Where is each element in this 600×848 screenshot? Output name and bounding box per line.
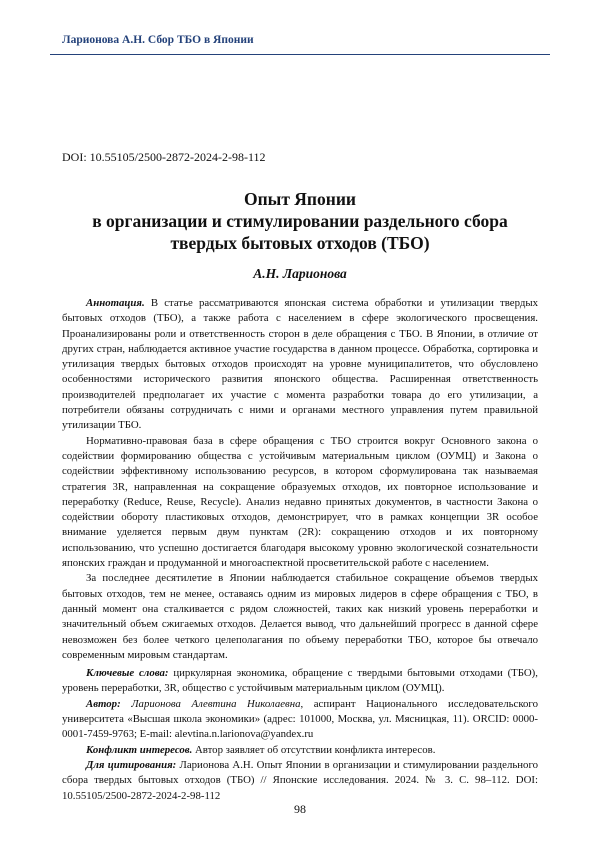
- article-front-matter: [62, 296, 538, 804]
- article-title: [62, 188, 538, 254]
- citation-paragraph: [62, 758, 538, 804]
- author-info-text: , аспирант Национального исследовательского университета «Высшая школа экономики» (адрес: 101000, Москва, ул. Мясницкая, 11). ORCID: 0000-0001-7459-9763; E-mail: alevtina.n.larionova@yandex.ru: [62, 697, 538, 741]
- abstract-label: Аннотация.: [86, 297, 145, 309]
- author-line: А.Н. Ларионова: [253, 266, 347, 281]
- header-rule: [50, 54, 550, 55]
- keywords-label: Ключевые слова:: [86, 667, 169, 680]
- abstract-paragraph-3: За последнее десятилетие в Японии наблюдается стабильное сокращение объемов твердых бытовых отходов, тем не менее, оставаясь одним из мировых лидеров в сфере обращения с ТБО, в данный момент она сталкивается с рядом сложностей, таких как низкий уровень переработки и значительный объем сжигаемых отходов. Делается вывод, что дальнейший прогресс в данной сфере невозможен без более четкого целеполагания по объему переработки ТБО, которое бы отвечало современным мировым стандартам.: [62, 572, 538, 661]
- running-header: Ларионова А.Н. Сбор ТБО в Японии: [62, 34, 254, 46]
- abstract-paragraph: [62, 296, 538, 434]
- conflict-text: Автор заявляет об отсутствии конфликта интересов.: [194, 743, 436, 756]
- abstract-paragraph-2: Нормативно-правовая база в сфере обращения с ТБО строится вокруг Основного закона о содействии формированию общества с устойчивым материальным циклом (ОУМЦ) и Закона о содействии эффективному использованию ресурсов, в котором сформулирована так называемая стратегия 3R, направленная на сокращение образуемых отходов, их повторное использование и переработку (Reduce, Reuse, Recycle). Анализ недавно принятых документов, в частности Закона о содействии обороту пластиковых отходов, демонстрирует, что в рамках концепции 3R особое внимание уделяется первым двум пунктам (2R): сокращению отходов и их повторному использованию, что успешно достигается благодаря высокому уровню экологической сознательности японских граждан и продуманной и многоаспектной просветительской работе с населением.: [62, 434, 538, 570]
- citation-text: Ларионова А.Н. Опыт Японии в организации и стимулировании раздельного сбора твердых бытовых отходов (ТБО) // Японские исследования. 2024. № 3. С. 98–112. DOI: 10.55105/2500-2872-2024-2-98-112: [62, 758, 539, 802]
- article-title-line-1: Опыт Японии: [243, 189, 357, 209]
- abstract-text: В статье рассматриваются японская система обработки и утилизации твердых бытовых отходов (ТБО), а также работа с населением в сфере экологического просвещения. Проанализированы роли и ответственность сторон в деле обращения с ТБО. В Японии, в отличие от других стран, наблюдается активное участие государства в данном процессе. Обработка, сортировка и утилизация твердых бытовых отходов происходят на уровне муниципалитетов, что обусловлено особенностями исторического развития японского общества. Расширенная ответственность производителей предполагает их участие с момента разработки товара до его утилизации, а потребители обязаны сотрудничать с ними и органами местного управления путем правильной утилизации ТБО.: [62, 297, 539, 432]
- article-title-line-3: твердых бытовых отходов (ТБО): [170, 233, 430, 253]
- author-info-name: Ларионова Алевтина Николаевна: [131, 697, 301, 710]
- page-number: 98: [294, 802, 306, 816]
- citation-label: Для цитирования:: [86, 758, 177, 771]
- doi: DOI: 10.55105/2500-2872-2024-2-98-112: [62, 150, 266, 164]
- conflict-paragraph: [62, 743, 538, 758]
- article-title-line-2: в организации и стимулировании раздельного сбора: [92, 211, 508, 231]
- conflict-label: Конфликт интересов.: [86, 743, 193, 756]
- author-info-paragraph: [62, 697, 538, 743]
- keywords-text: циркулярная экономика, обращение с твердыми бытовыми отходами (ТБО), уровень переработки, 3R, общество с устойчивым материальным циклом (ОУМЦ).: [62, 667, 538, 695]
- author-info-label: Автор:: [86, 697, 121, 710]
- keywords-paragraph: [62, 666, 538, 697]
